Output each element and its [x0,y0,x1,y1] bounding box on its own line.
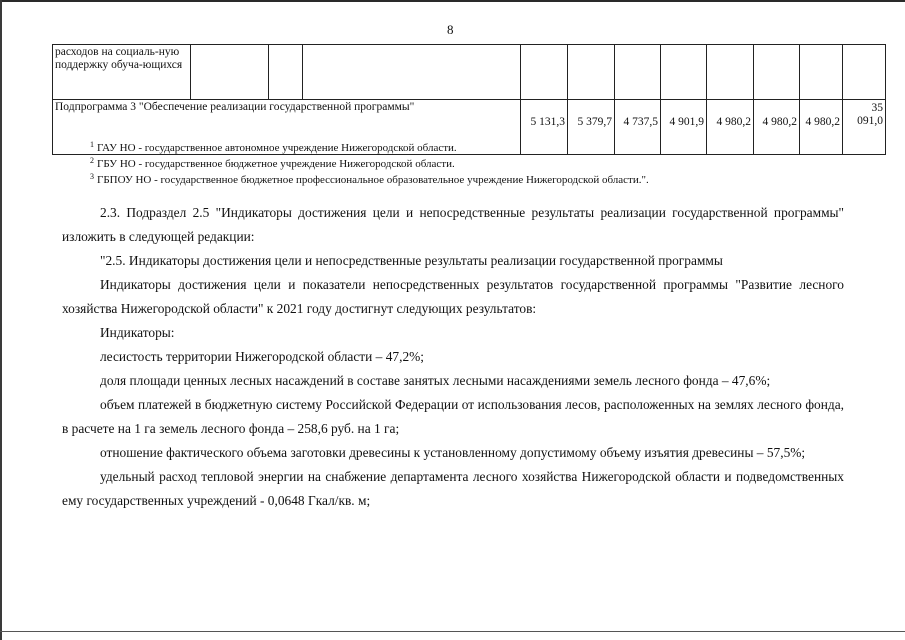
table-cell [707,45,754,100]
paragraph: доля площади ценных лесных насаждений в составе занятых лесными насаждениями земель лесного фонда – 47,6%; [100,373,771,388]
paragraph: удельный расход тепловой энергии на снабжение департамента лесного хозяйства Нижегородской области и подведомственных ему государственных учреждений - 0,0648 Гкал/кв. м; [62,469,844,508]
paragraph: объем платежей в бюджетную систему Российской Федерации от использования лесов, расположенных на землях лесного фонда, в расчете на 1 га земель лесного фонда – 258,6 руб. на 1 га; [62,397,844,436]
footnote [90,156,455,170]
scan-edge-top [0,0,905,2]
table-cell-value: 4 980,2 [754,100,800,155]
table-cell-value: 4 980,2 [800,100,843,155]
footnote-mark: 3 [90,172,94,181]
table-cell [843,45,886,100]
footnote-text: ГБПОУ НО - государственное бюджетное профессиональное образовательное учреждение Нижегородской области.". [97,174,649,186]
table-cell-value: 4 980,2 [707,100,754,155]
paragraph: "2.5. Индикаторы достижения цели и непосредственные результаты реализации государственной программы [100,253,723,268]
table-cell-value: 4 901,9 [661,100,707,155]
table-cell [568,45,615,100]
table-cell-total: 35 091,0 [843,100,886,155]
table-cell [191,45,269,100]
table-cell-label: расходов на социаль-ную поддержку обуча-ющихся [53,45,191,100]
table-row [53,45,886,100]
paragraph: Индикаторы: [100,325,175,340]
table-cell-label: Подпрограмма 3 "Обеспечение реализации государственной программы" [53,100,521,155]
table-cell-value: 5 379,7 [568,100,615,155]
table-cell [269,45,303,100]
scan-edge-bottom [0,631,905,632]
footnote [90,172,649,186]
footnote-mark: 1 [90,140,94,149]
table-cell [661,45,707,100]
paragraph: 2.3. Подраздел 2.5 "Индикаторы достижения цели и непосредственные результаты реализации государственной программы" изложить в следующей редакции: [62,205,844,244]
table-cell [800,45,843,100]
body-text [62,201,844,513]
paragraph: лесистость территории Нижегородской области – 47,2%; [100,349,425,364]
scan-edge-left [0,0,2,640]
table-cell [521,45,568,100]
budget-table [52,44,886,155]
table-cell [754,45,800,100]
table-cell-value: 5 131,3 [521,100,568,155]
table-cell [303,45,521,100]
footnote-text: ГАУ НО - государственное автономное учреждение Нижегородской области. [97,142,457,154]
page-number: 8 [447,22,454,37]
paragraph: Индикаторы достижения цели и показатели непосредственных результатов государственной программы "Развитие лесного хозяйства Нижегородской области" к 2021 году достигнут следующих результатов: [62,277,844,316]
paragraph: отношение фактического объема заготовки древесины к установленному допустимому объему изъятия древесины – 57,5%; [100,445,806,460]
footnote-mark: 2 [90,156,94,165]
table-cell [615,45,661,100]
table-cell-value: 4 737,5 [615,100,661,155]
footnote [90,140,457,154]
footnote-text: ГБУ НО - государственное бюджетное учреждение Нижегородской области. [97,158,455,170]
